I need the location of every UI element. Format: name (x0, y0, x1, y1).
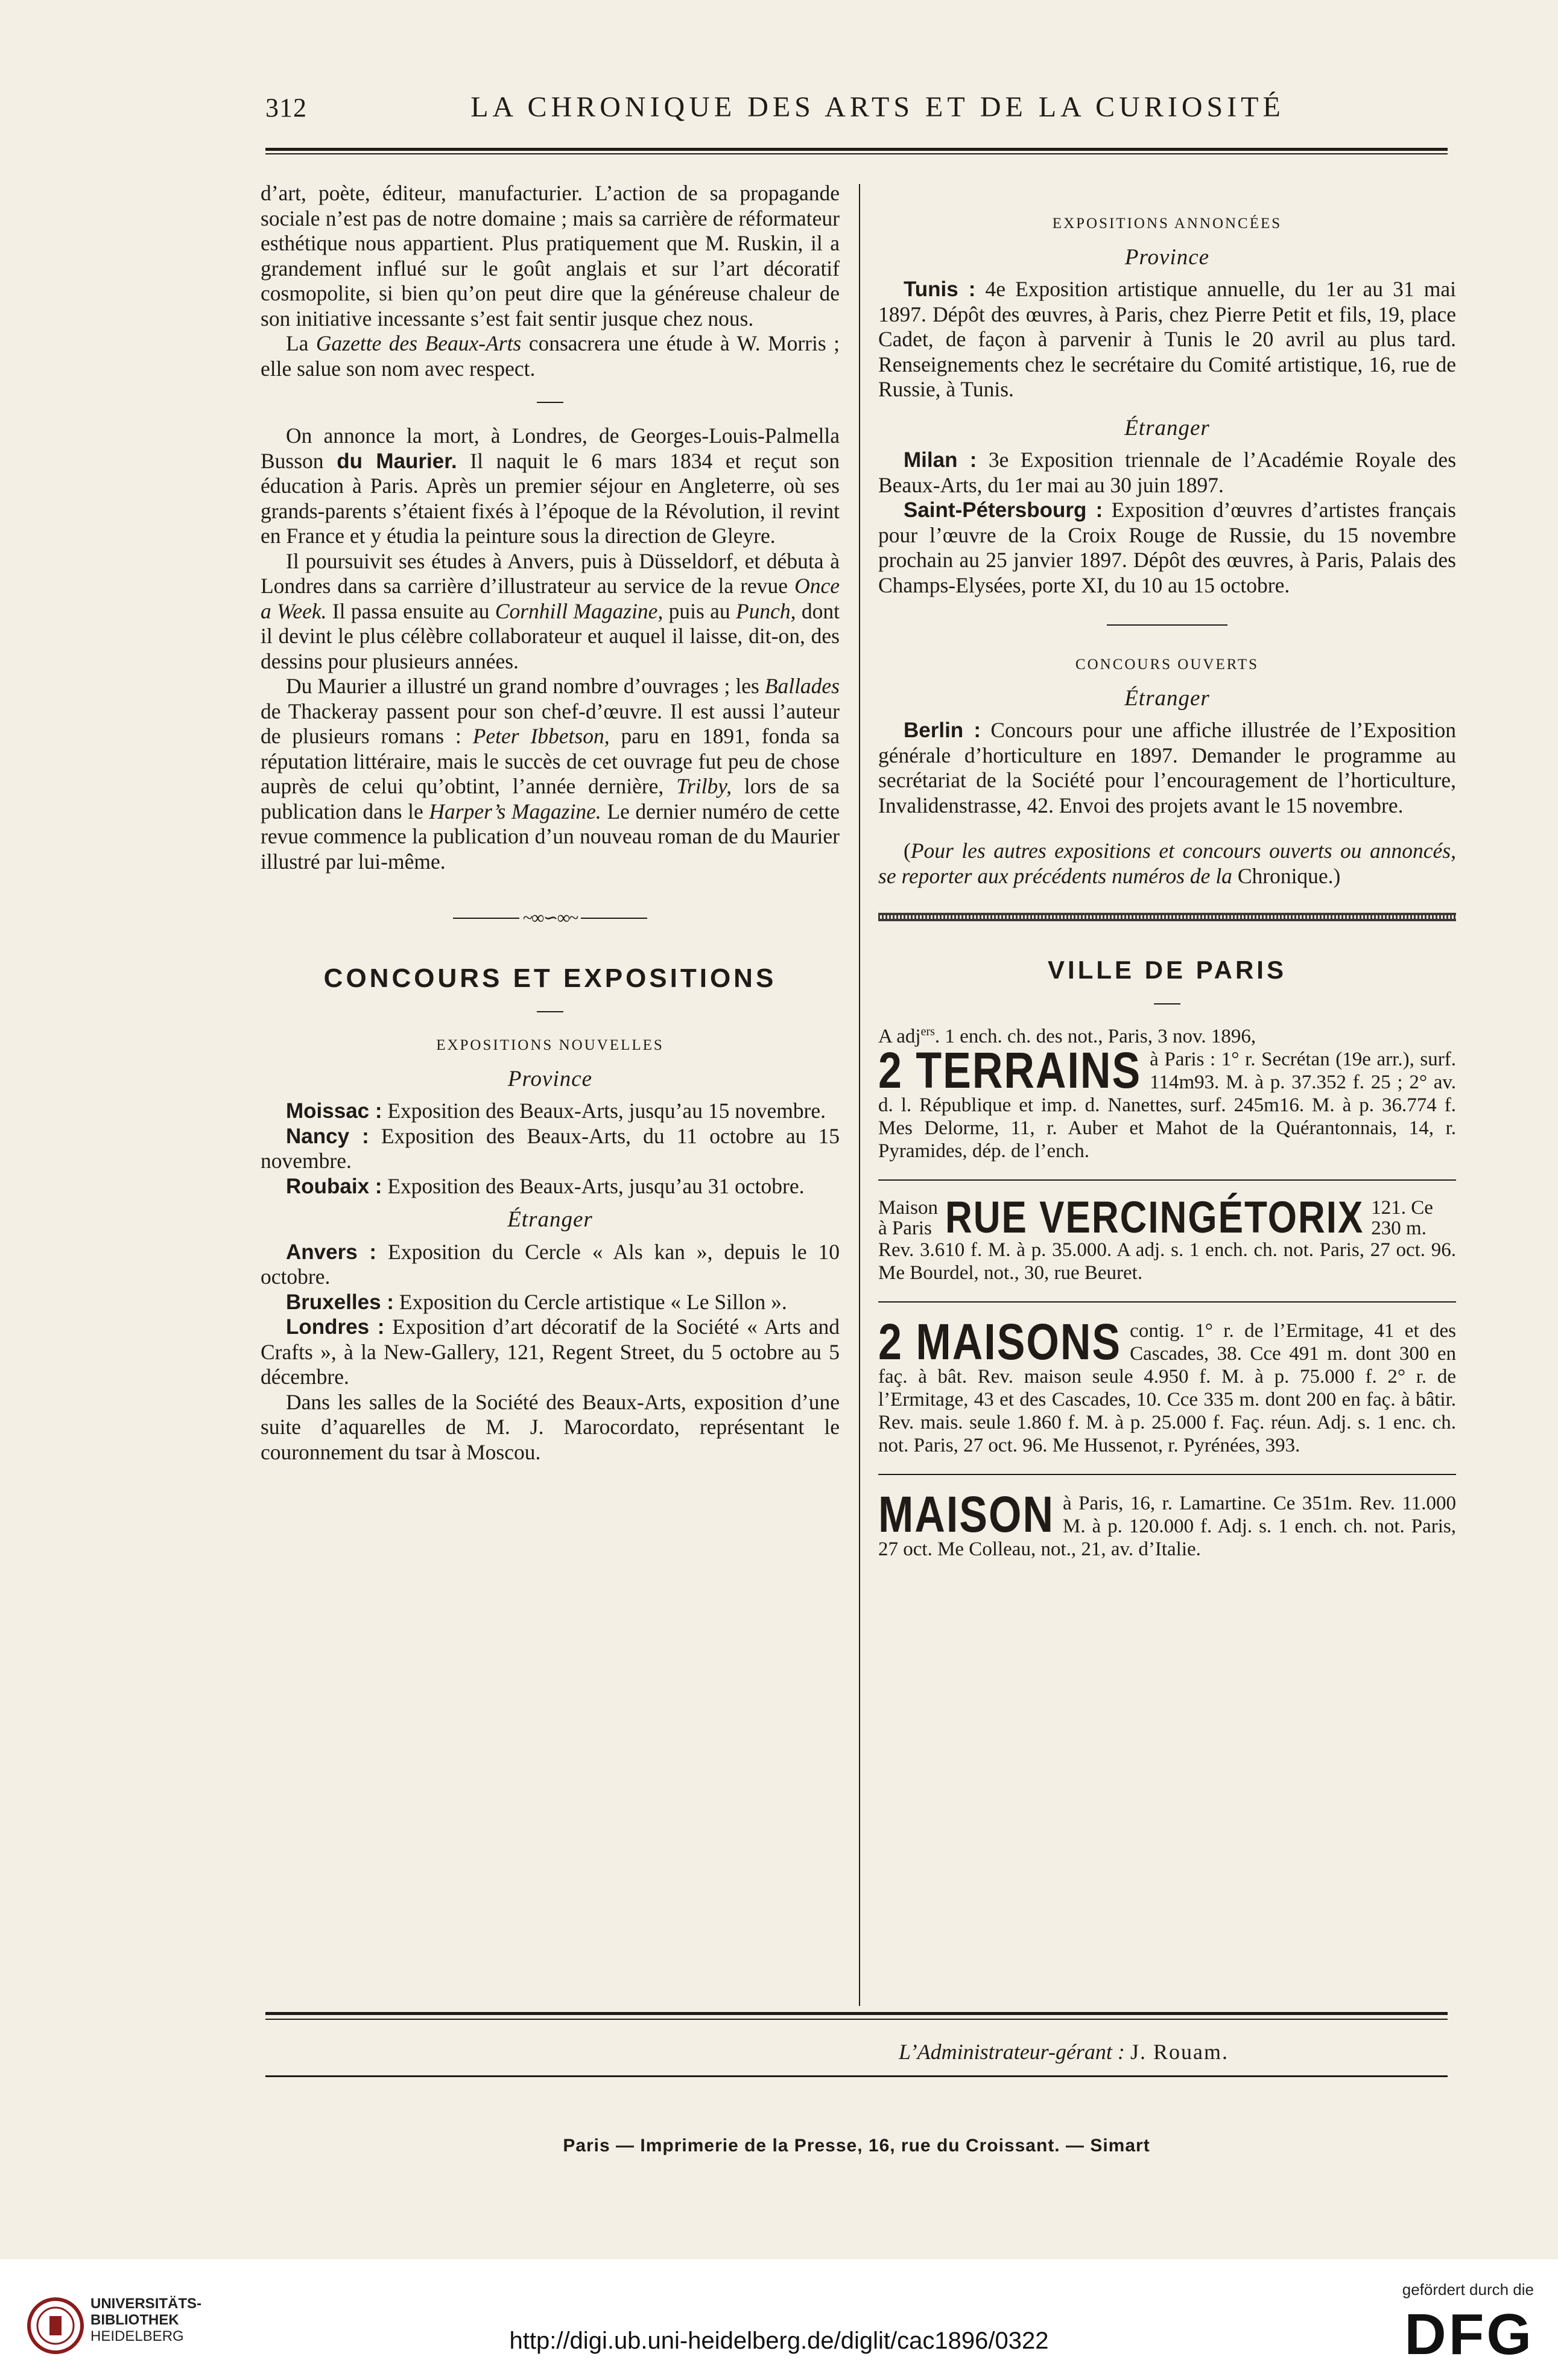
page-number: 312 (265, 93, 307, 122)
aquarelles-paragraph: Dans les salles de la Société des Beaux-Arts, exposition d’une suite d’aquarelles de M. J. Marocordato, représentant le couronnement du tsar à Moscou. (261, 1389, 840, 1464)
ads-rule (878, 913, 1456, 921)
expositions-annoncees-heading: EXPOSITIONS ANNONCÉES (1052, 215, 1282, 232)
morris-paragraph: d’art, poète, éditeur, manufacturier. L’action de sa propagande sociale n’est pas de notre domaine ; mais sa carrière de réformateur esthétique nous appartient. Plus pratiquement que M. Ruskin, il a grandement influé sur le goût anglais et sur l’art décoratif cosmopolite, si bien qu’on peut dire que la généreuse chaleur de son initiative incessante s’est fait sentir jusque chez nous. (261, 181, 840, 331)
editorial-note: (Pour les autres expositions et concours ouverts ou annoncés, se reporter aux précédents numéros de la Chronique.) (878, 839, 1456, 888)
section-dash (1154, 1003, 1180, 1004)
ad-maison-lamartine: MAISON à Paris, 16, r. Lamartine. Ce 351m. Rev. 11.000 M. à p. 120.000 f. Adj. s. 1 ench. ch. not. Paris, 27 oct. Me Colleau, not., 21, av. d’Italie. (878, 1485, 1456, 1560)
ad-rule (878, 1179, 1456, 1181)
etranger-heading: Étranger (1124, 685, 1210, 711)
list-item: Moissac : Exposition des Beaux-Arts, jusqu’au 15 novembre. (286, 1099, 826, 1123)
province-heading: Province (1124, 244, 1210, 270)
concours-title: CONCOURS ET EXPOSITIONS (323, 963, 777, 993)
ad-headline: 2 TERRAINS (878, 1041, 1142, 1099)
list-item: Tunis : 4e Exposition artistique annuelle, du 1er au 31 mai 1897. Dépôt des œuvres, à Paris, chez Pierre Petit et fils, 19, place Cadet, de façon à parvenir à Tunis le 20 avril au plus tard. Renseignements chez le secrétaire du Comité artistique, 16, rue de Russie, à Tunis. (878, 277, 1457, 401)
gazette-paragraph: La Gazette des Beaux-Arts consacrera une étude à W. Morris ; elle salue son nom avec respect. (261, 331, 840, 381)
footer-rule-bottom (265, 2075, 1448, 2077)
ad-headline: RUE VERCINGÉTORIX (945, 1192, 1364, 1243)
left-column (261, 181, 840, 1465)
running-title: LA CHRONIQUE DES ARTS ET DE LA CURIOSITÉ (470, 91, 1285, 123)
dfg-logo-icon: DFG (1404, 2302, 1534, 2367)
ad-headline: MAISON (878, 1485, 1054, 1543)
running-head (265, 90, 1448, 139)
du-maurier-paragraph-2: Il poursuivit ses études à Anvers, puis à Düsseldorf, et débuta à Londres dans sa carrière d’illustrateur au service de la revue Once a Week. Il passa ensuite au Cornhill Magazine, puis au Punch, dont il devint le plus célèbre collaborateur et auquel il laisse, dit-on, des dessins pour plusieurs années. (261, 548, 840, 673)
ad-rule (878, 1301, 1456, 1303)
province-heading: Province (507, 1066, 593, 1091)
list-item: Anvers : Exposition du Cercle « Als kan », depuis le 10 octobre. (261, 1239, 840, 1289)
footer-rule-thin (265, 2019, 1448, 2020)
imprint-line: Paris — Imprimerie de la Presse, 16, rue du Croissant. — Simart (563, 2136, 1150, 2156)
ad-vercingetorix: Maison à Paris RUE VERCINGÉTORIX 121. Ce 230 m. Rev. 3.610 f. M. à p. 35.000. A adj. s. 1 ench. ch. not. Paris, 27 oct. 96. Me Bourdel, not., 30, rue Beuret. (878, 1192, 1456, 1284)
ad-2-maisons: 2 MAISONS contig. 1° r. de l’Ermitage, 41 et des Cascades, 38. Cce 491 m. dont 300 en faç. à bât. Rev. maison seule 4.950 f. M. à p. 75.000 f. 2° r. de l’Ermitage, 43 et des Cascades, 10. Cce 335 m. dont 200 en faç. à bâtir. Rev. mais. seule 1.860 f. M. à p. 25.000 f. Faç. réun. Adj. s. 1 enc. ch. not. Paris, 27 oct. 96. Me Hussenot, r. Pyrénées, 393. (878, 1313, 1456, 1456)
ad-rule (878, 1474, 1456, 1475)
ville-de-paris-title: VILLE DE PARIS (1048, 956, 1287, 984)
list-item: Nancy : Exposition des Beaux-Arts, du 11 octobre au 15 novembre. (261, 1123, 840, 1173)
list-item: Milan : 3e Exposition triennale de l’Académie Royale des Beaux-Arts, du 1er mai au 30 juin 1897. (878, 448, 1457, 497)
column-divider (859, 184, 860, 2006)
list-item: Berlin : Concours pour une affiche illustrée de l’Exposition générale d’horticulture en 1897. Demander le programme au secrétariat de la Société pour l’encouragement de l’horticulture, Invalidenstrasse, 42. Envoi des projets avant le 15 novembre. (878, 718, 1456, 817)
digitization-bar (0, 2259, 1558, 2380)
etranger-heading: Étranger (507, 1207, 593, 1232)
list-item: Bruxelles : Exposition du Cercle artistique « Le Sillon ». (286, 1289, 787, 1314)
concours-ouverts-heading: CONCOURS OUVERTS (1075, 656, 1259, 673)
du-maurier-paragraph-3: Du Maurier a illustré un grand nombre d’ouvrages ; les Ballades de Thackeray passent pour son chef-d’œuvre. Il est aussi l’auteur de plusieurs romans : Peter Ibbetson, paru en 1891, fonda sa réputation littéraire, mais le succès de cet ouvrage fut peu de chose auprès de celui qu’obtint, l’année dernière, Trilby, lors de sa publication dans le Harper’s Magazine. Le dernier numéro de cette revue commence la publication d’un nouveau roman de du Maurier illustré par lui-même. (261, 674, 840, 874)
funded-by-label: gefördert durch die (1402, 2280, 1534, 2299)
ad-terrains: A adj$^{ers}$. 1 ench. ch. des not., Paris, 3 nov. 1896, 2 TERRAINS à Paris : 1° r. Secrétan (19e arr.), surf. 114m93. M. à p. 37.352 f. 25 ; 2° av. d. l. République et imp. d. Nanettes, surf. 245m16. M. à p. 36.774 f. Mes Delorme, 11, r. Auber et Mahot de la Quérantonnais, 14, r. Pyramides, dép. de l’ench. (878, 1024, 1456, 1162)
right-column (878, 181, 1456, 1561)
gerant-line: L’Administrateur-gérant : J. Rouam. (899, 2040, 1229, 2064)
expositions-nouvelles-heading: EXPOSITIONS NOUVELLES (436, 1037, 664, 1053)
list-item: Saint-Pétersbourg : Exposition d’œuvres d’artistes français pour l’œuvre de la Croix Rouge de Russie, du 15 novembre prochain au 25 janvier 1897. Dépôt des œuvres, à Paris, Palais des Champs-Elysées, porte XI, du 10 au 15 octobre. (878, 498, 1456, 597)
header-rule-thin (265, 153, 1448, 154)
footer-rule-thick (265, 2012, 1448, 2015)
list-item: Londres : Exposition d’art décoratif de la Société « Arts and Crafts », à la New-Gallery, 121, Regent Street, du 5 octobre au 5 décembre. (261, 1315, 840, 1389)
section-dash (537, 402, 563, 403)
source-url-link[interactable]: http://digi.ub.uni-heidelberg.de/diglit/cac1896/0322 (509, 2328, 1049, 2354)
du-maurier-paragraph-1: On annonce la mort, à Londres, de Georges-Louis-Palmella Busson du Maurier. Il naquit le 6 mars 1834 et reçut son éducation à Paris. Après un premier séjour en Angleterre, où ses grands-parents s’étaient fixés à l’époque de la Révolution, il revint en France et y étudia la peinture sous la direction de Gleyre. (261, 424, 840, 548)
university-library-name: UNIVERSITÄTS- BIBLIOTHEK HEIDELBERG (90, 2296, 202, 2344)
section-dash (537, 1011, 563, 1012)
section-rule (1107, 624, 1227, 626)
ad-headline: 2 MAISONS (878, 1313, 1122, 1370)
etranger-heading: Étranger (1124, 415, 1210, 440)
ornament-divider: ~∞∽∞~ (261, 906, 840, 931)
list-item: Roubaix : Exposition des Beaux-Arts, jusqu’au 31 octobre. (286, 1173, 805, 1198)
header-rule-thick (265, 148, 1448, 151)
